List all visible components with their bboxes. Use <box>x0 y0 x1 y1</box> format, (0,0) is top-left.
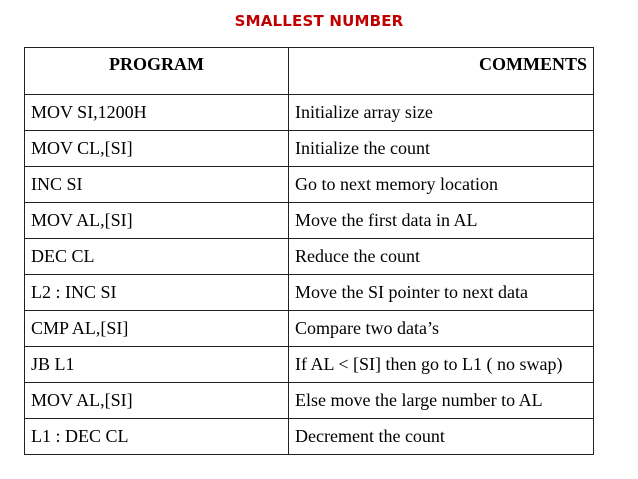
table-header-row <box>25 48 594 95</box>
table-row <box>25 167 594 203</box>
comment-cell: Go to next memory location <box>289 167 594 203</box>
comment-cell: Compare two data’s <box>289 311 594 347</box>
header-comments: COMMENTS <box>289 48 594 95</box>
comment-cell: Move the first data in AL <box>289 203 594 239</box>
table-row <box>25 275 594 311</box>
comment-cell: Reduce the count <box>289 239 594 275</box>
program-cell: DEC CL <box>25 239 289 275</box>
table-row <box>25 203 594 239</box>
program-cell: MOV AL,[SI] <box>25 383 289 419</box>
table-row <box>25 383 594 419</box>
table-row <box>25 311 594 347</box>
header-program: PROGRAM <box>25 48 289 95</box>
comment-cell: If AL < [SI] then go to L1 ( no swap) <box>289 347 594 383</box>
program-cell: CMP AL,[SI] <box>25 311 289 347</box>
program-cell: L1 : DEC CL <box>25 419 289 455</box>
table-row <box>25 239 594 275</box>
table-row <box>25 419 594 455</box>
program-cell: MOV CL,[SI] <box>25 131 289 167</box>
comment-cell: Initialize the count <box>289 131 594 167</box>
program-cell: JB L1 <box>25 347 289 383</box>
program-cell: MOV AL,[SI] <box>25 203 289 239</box>
table-row <box>25 131 594 167</box>
comment-cell: Decrement the count <box>289 419 594 455</box>
comment-cell: Else move the large number to AL <box>289 383 594 419</box>
table-row <box>25 347 594 383</box>
program-cell: MOV SI,1200H <box>25 95 289 131</box>
program-cell: INC SI <box>25 167 289 203</box>
program-cell: L2 : INC SI <box>25 275 289 311</box>
program-table <box>24 47 594 455</box>
comment-cell: Initialize array size <box>289 95 594 131</box>
comment-cell: Move the SI pointer to next data <box>289 275 594 311</box>
table-row <box>25 95 594 131</box>
slide-title: SMALLEST NUMBER <box>234 12 404 30</box>
